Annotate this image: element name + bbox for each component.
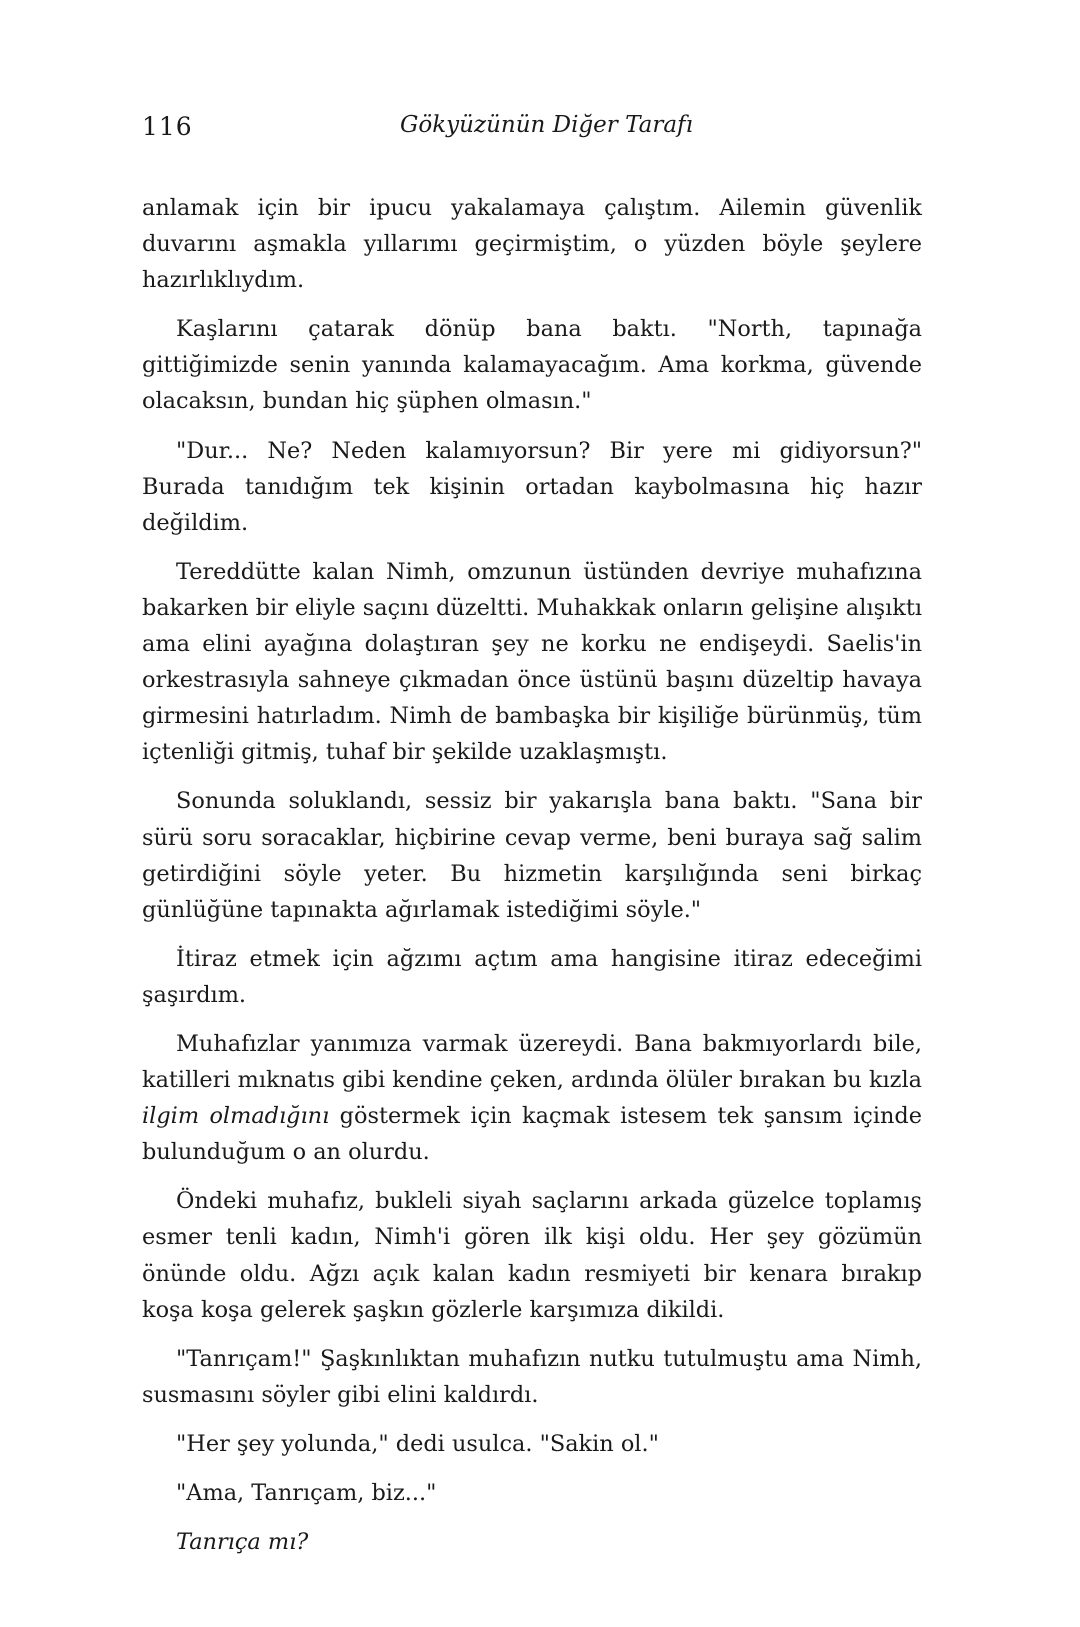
paragraph-1: anlamak için bir ipucu yakalamaya çalıştım. Ailemin güvenlik duvarını aşmakla yıllarımı geçirmiştim, o yüzden böyle şeylere hazırlıklıydım. xyxy=(142,195,922,294)
book-title: Gökyüzünün Diğer Tarafı xyxy=(400,112,693,138)
page-number: 116 xyxy=(142,112,193,141)
running-header xyxy=(142,112,932,152)
paragraph-4: Tereddütte kalan Nimh, omzunun üstünden devriye muhafızına bakarken bir eliyle saçını düzeltti. Muhakkak onların gelişine alışıktı ama elini ayağına dolaştıran şey ne korku ne endişeydi. Saelis'in orkestrasıyla sahneye çıkmadan önce üstünü başını düzeltip havaya girmesini hatırladım. Nimh de bambaşka bir kişiliğe bürünmüş, tüm içtenliği gitmiş, tuhaf bir şekilde uzaklaşmıştı. xyxy=(142,558,922,766)
paragraph-7-before: Muhafızlar yanımıza varmak üzereydi. Bana bakmıyorlardı bile, katilleri mıknatıs gibi kendine çeken, ardında ölüler bırakan bu kızla xyxy=(142,1030,922,1094)
paragraph-6: İtiraz etmek için ağzımı açtım ama hangisine itiraz edeceğimi şaşırdım. xyxy=(142,945,922,1008)
paragraph-7-after: göstermek için kaçmak istesem tek şansım içinde bulunduğum o an olurdu. xyxy=(142,1103,922,1166)
paragraph-7-italic: ilgim olmadığını xyxy=(142,1103,330,1130)
paragraph-12-italic: Tanrıça mı? xyxy=(176,1529,309,1556)
paragraph-9: "Tanrıçam!" Şaşkınlıktan muhafızın nutku tutulmuştu ama Nimh, susmasını söyler gibi elini kaldırdı. xyxy=(142,1345,922,1408)
paragraph-3: "Dur... Ne? Neden kalamıyorsun? Bir yere mi gidiyorsun?" Burada tanıdığım tek kişinin ortadan kaybolmasına hiç hazır değildim. xyxy=(142,437,922,536)
paragraph-10: "Her şey yolunda," dedi usulca. "Sakin ol." xyxy=(176,1430,659,1457)
body-text xyxy=(142,190,922,1573)
paragraph-7 xyxy=(142,1026,922,1170)
paragraph-2: Kaşlarını çatarak dönüp bana baktı. "North, tapınağa gittiğimizde senin yanında kalamayacağım. Ama korkma, güvende olacaksın, bundan hiç şüphen olmasın." xyxy=(142,316,922,415)
paragraph-5: Sonunda soluklandı, sessiz bir yakarışla bana baktı. "Sana bir sürü soru soracaklar, hiçbirine cevap verme, beni buraya sağ salim getirdiğini söyle yeter. Bu hizmetin karşılığında seni birkaç günlüğüne tapınakta ağırlamak istediğimi söyle." xyxy=(142,788,922,923)
paragraph-12 xyxy=(142,1524,922,1560)
paragraph-8: Öndeki muhafız, bukleli siyah saçlarını arkada güzelce toplamış esmer tenli kadın, Nimh'i gören ilk kişi oldu. Her şey gözümün önünde oldu. Ağzı açık kalan kadın resmiyeti bir kenara bırakıp koşa koşa gelerek şaşkın gözlerle karşımıza dikildi. xyxy=(142,1188,922,1323)
paragraph-11: "Ama, Tanrıçam, biz..." xyxy=(176,1480,437,1506)
